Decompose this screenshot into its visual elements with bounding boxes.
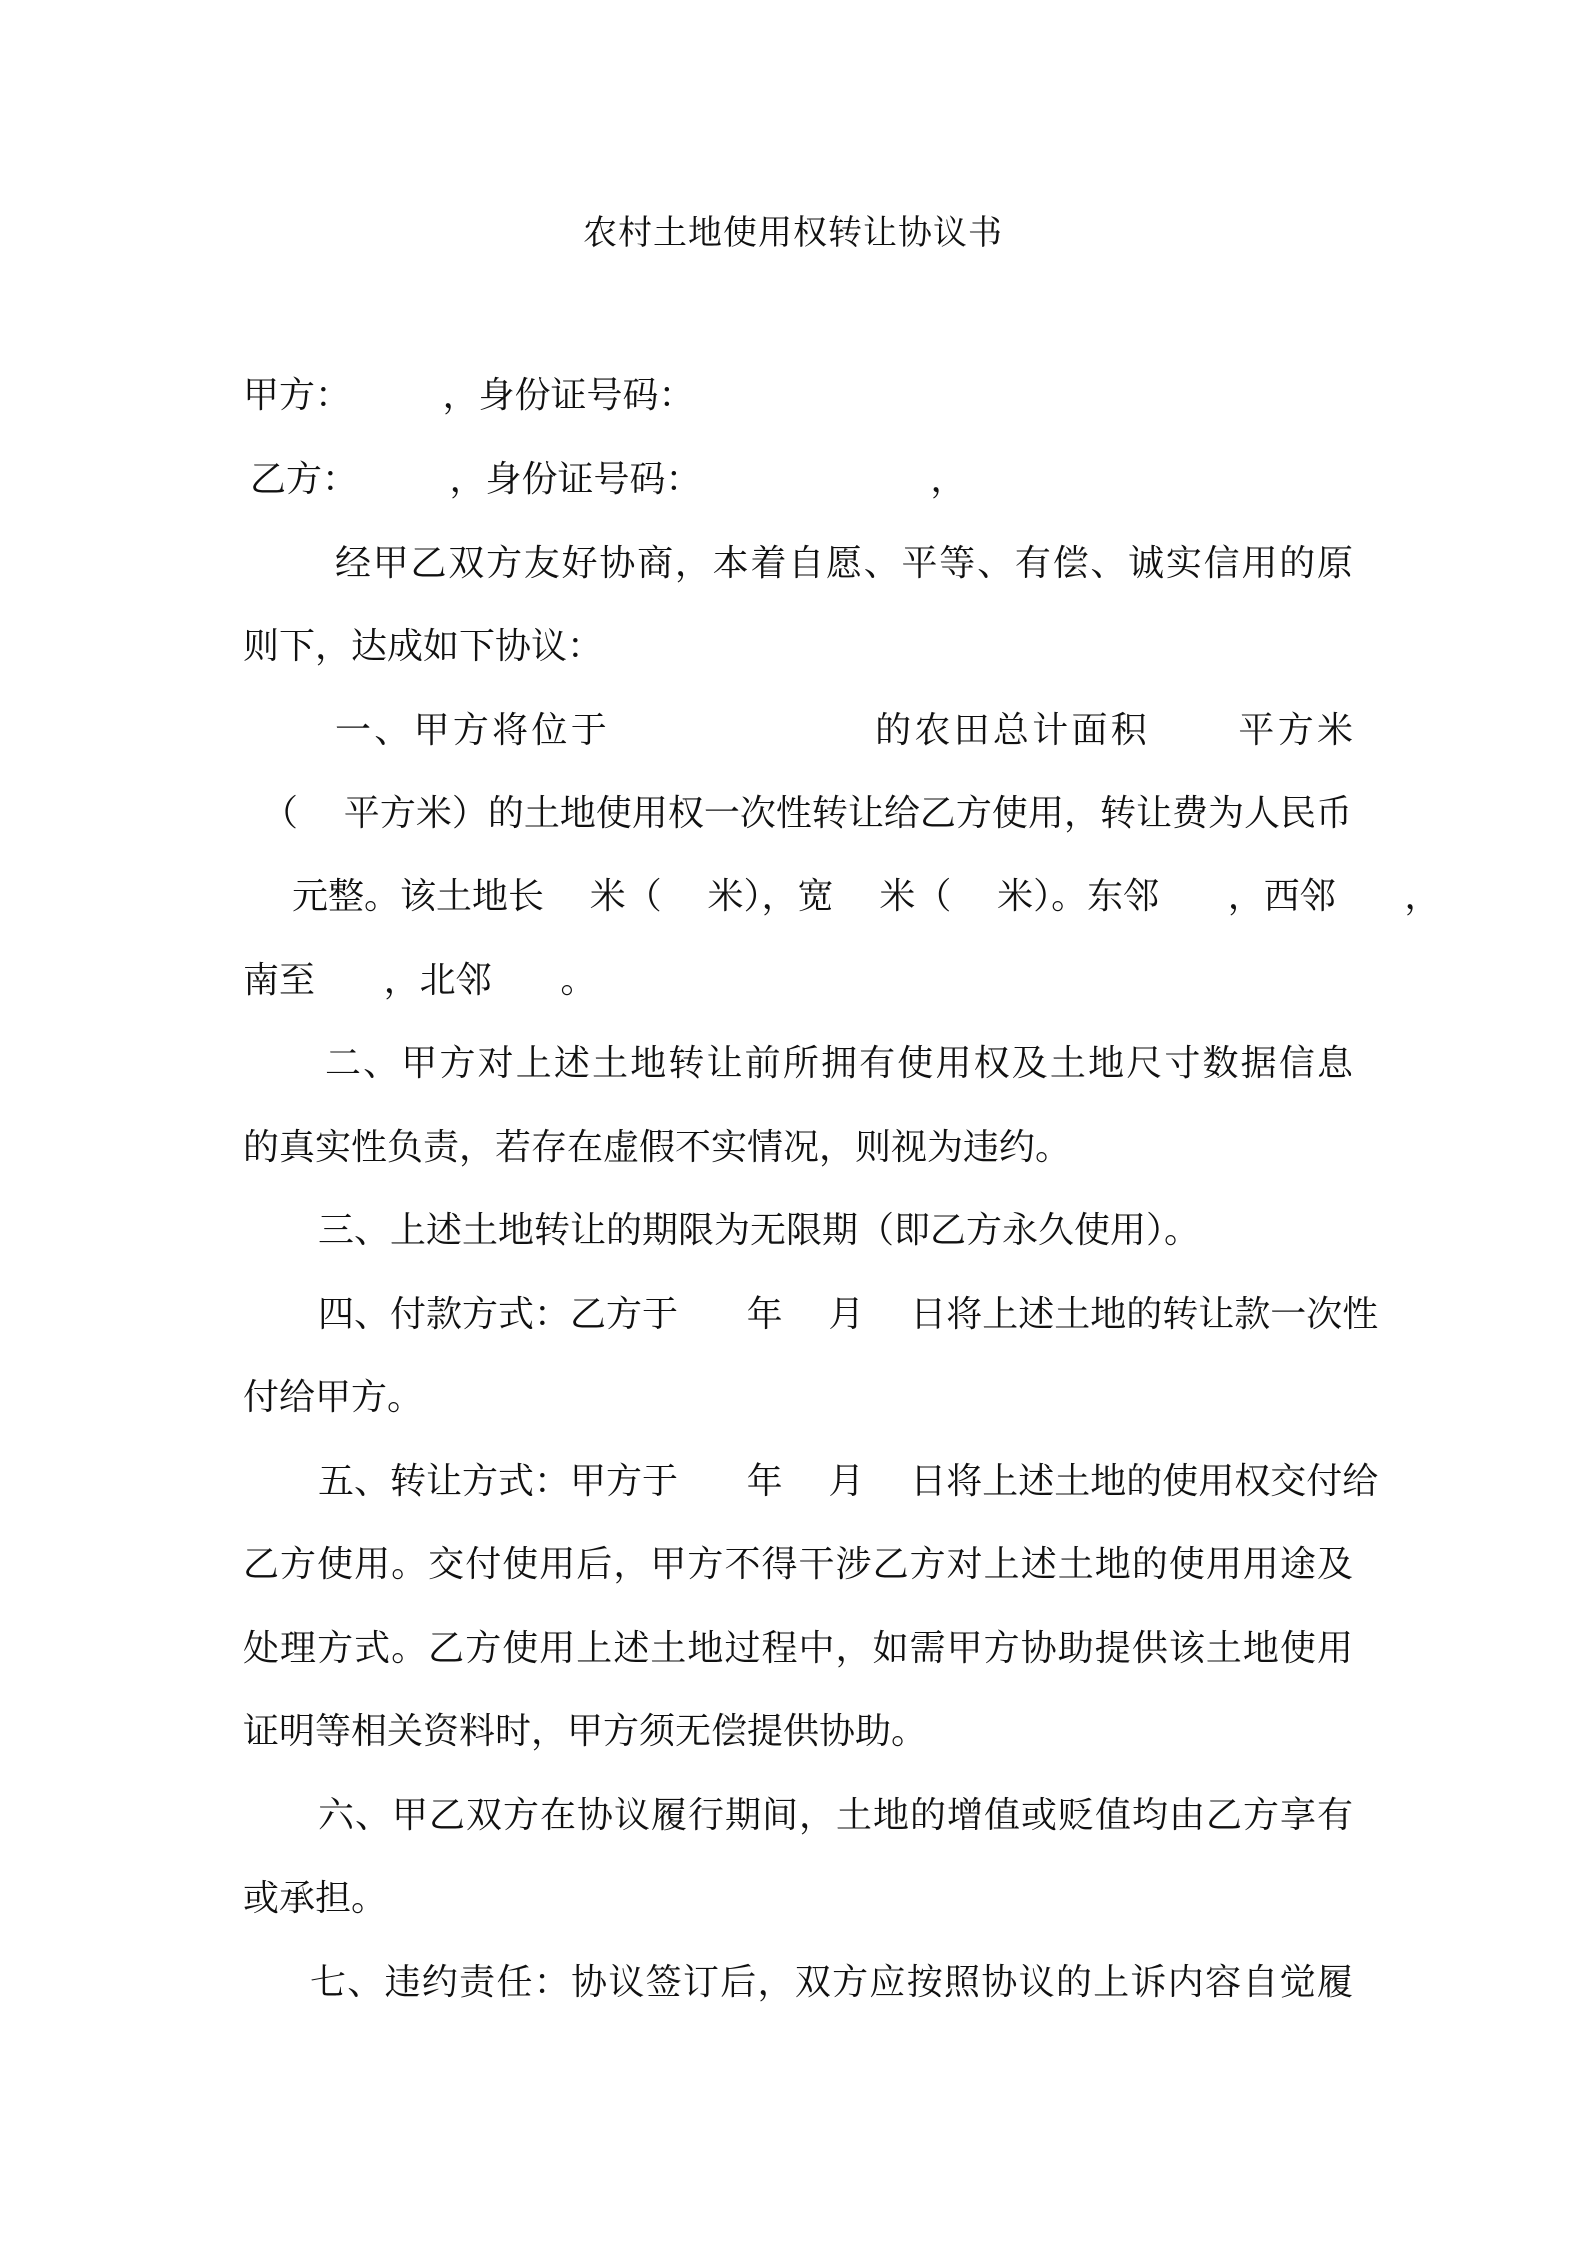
clause-3-line-1: 三、上述土地转让的期限为无限期（即乙方永久使用）。 [318, 1210, 1201, 1251]
party-a-line: 甲方： ，身份证号码： [243, 375, 695, 416]
clause-7-line-1: 七、违约责任：协议签订后，双方应按照协议的上诉内容自觉履 [310, 1962, 1353, 2003]
clause-1-line-4: 南至 ，北邻 。 [243, 960, 597, 1001]
clause-4-line-1: 四、付款方式：乙方于 年 月 日将上述土地的转让款一次性 [318, 1294, 1379, 1335]
clause-1-line-2: （ 平方米）的土地使用权一次性转让给乙方使用，转让费为人民币 [262, 793, 1352, 834]
clause-5-line-4: 证明等相关资料时，甲方须无偿提供协助。 [243, 1711, 928, 1752]
clause-1-line-3: 元整。该土地长 米（ 米），宽 米（ 米）。东邻 ，西邻 ， [292, 876, 1441, 917]
clause-4-line-2: 付给甲方。 [243, 1377, 424, 1418]
clause-6-line-2: 或承担。 [243, 1878, 388, 1919]
clause-5-line-1: 五、转让方式：甲方于 年 月 日将上述土地的使用权交付给 [318, 1461, 1379, 1502]
clause-5-line-3: 处理方式。乙方使用上述土地过程中，如需甲方协助提供该土地使用 [243, 1628, 1353, 1669]
clause-6-line-1: 六、甲乙双方在协议履行期间，土地的增值或贬值均由乙方享有 [318, 1795, 1353, 1836]
preamble-line-2: 则下，达成如下协议： [243, 626, 604, 667]
clause-5-line-2: 乙方使用。交付使用后，甲方不得干涉乙方对上述土地的使用用途及 [243, 1544, 1353, 1585]
preamble-line-1: 经甲乙双方友好协商，本着自愿、平等、有偿、诚实信用的原 [335, 543, 1353, 584]
clause-2-line-2: 的真实性负责，若存在虚假不实情况，则视为违约。 [243, 1127, 1072, 1168]
document-title: 农村土地使用权转让协议书 [583, 213, 1003, 253]
party-b-line: 乙方： ，身份证号码： ， [250, 459, 967, 500]
clause-2-line-1: 二、甲方对上述土地转让前所拥有使用权及土地尺寸数据信息 [325, 1043, 1353, 1084]
clause-1-line-1: 一、甲方将位于 的农田总计面积 平方米 [335, 710, 1353, 751]
